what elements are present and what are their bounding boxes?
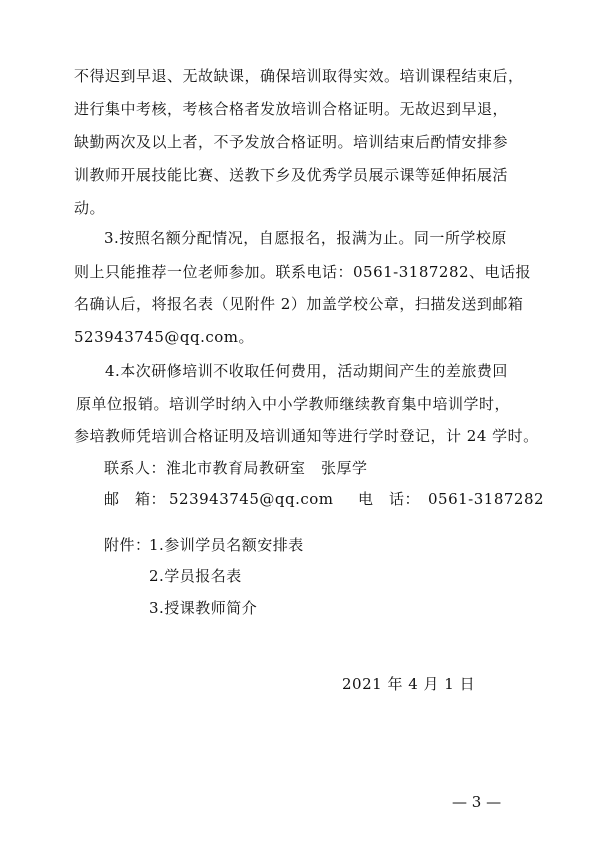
body-text-line: 训教师开展技能比赛、送教下乡及优秀学员展示课等延伸拓展活 <box>74 166 509 184</box>
body-text-line: 523943745@qq.com。 <box>74 328 255 346</box>
email-label: 邮 箱： <box>104 490 167 508</box>
page-number: — 3 — <box>452 793 502 811</box>
document-date: 2021 年 4 月 1 日 <box>342 675 476 693</box>
attachment-item: 1.参训学员名额安排表 <box>149 536 304 554</box>
body-text-line: 原单位报销。培训学时纳入中小学教师继续教育集中培训学时， <box>76 395 511 413</box>
contact-person: 联系人：淮北市教育局教研室 张厚学 <box>104 459 368 477</box>
body-text-line: 4.本次研修培训不收取任何费用，活动期间产生的差旅费回 <box>105 362 508 380</box>
body-text-line: 缺勤两次及以上者，不予发放合格证明。培训结束后酌情安排参 <box>74 133 509 151</box>
body-text-line: 动。 <box>74 199 106 217</box>
body-text-line: 则上只能推荐一位老师参加。联系电话：0561-3187282、电话报 <box>74 263 532 281</box>
attachment-item: 2.学员报名表 <box>149 567 242 585</box>
body-text-line: 3.按照名额分配情况，自愿报名，报满为止。同一所学校原 <box>104 229 507 247</box>
attachments-label: 附件： <box>104 536 151 554</box>
phone-value: 0561-3187282 <box>428 490 545 508</box>
email-value: 523943745@qq.com <box>169 490 334 508</box>
attachment-item: 3.授课教师简介 <box>149 599 258 617</box>
phone-label: 电 话： <box>358 490 421 508</box>
body-text-line: 参培教师凭培训合格证明及培训通知等进行学时登记，计 24 学时。 <box>74 427 539 445</box>
body-text-line: 不得迟到早退、无故缺课，确保培训取得实效。培训课程结束后， <box>74 67 524 85</box>
body-text-line: 进行集中考核，考核合格者发放培训合格证明。无故迟到早退， <box>74 100 509 118</box>
body-text-line: 名确认后，将报名表（见附件 2）加盖学校公章，扫描发送到邮箱 <box>74 295 524 313</box>
